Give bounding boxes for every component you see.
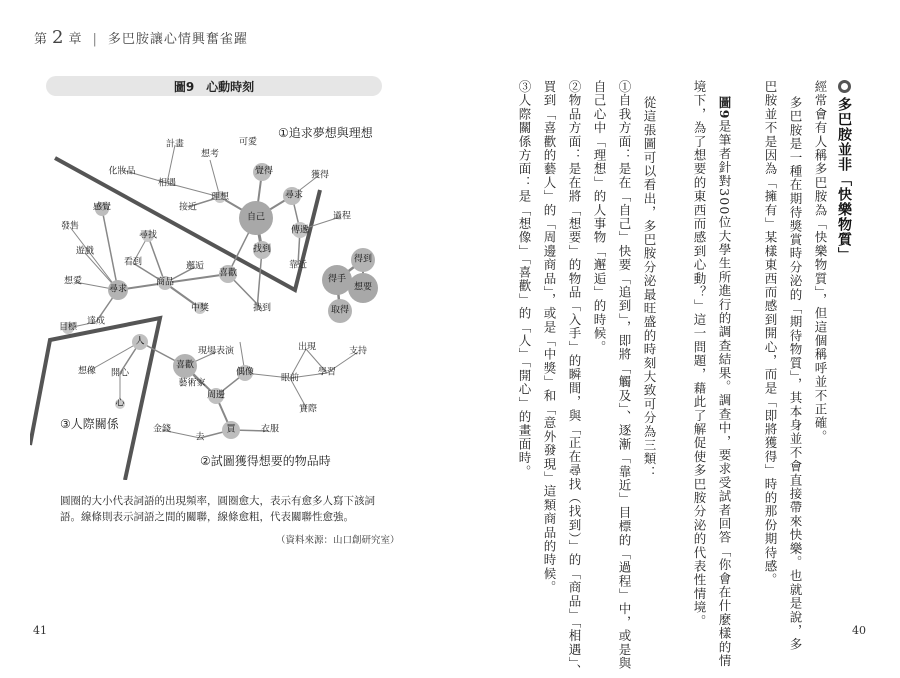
word-mai: 買 (226, 424, 236, 435)
word-huozhuang: 化妝品 (108, 166, 136, 177)
word-xunzhao: 尋找 (138, 230, 158, 241)
word-qude: 取得 (330, 305, 350, 316)
word-network-diagram (30, 100, 400, 480)
chapter-title: 多巴胺讓心情興奮雀躍 (107, 32, 248, 47)
word-dacheng: 達成 (86, 316, 106, 327)
chapter-suffix: 章 (68, 32, 83, 47)
chapter-number: 2 (52, 27, 65, 48)
paragraph-line-4: 圖9是筆者針對300位大學生所進行的調查結果。調查中，要求受試者回答「你會在什麼樣的情 (717, 96, 732, 668)
paragraph-line-2: 多巴胺是一種在期待獎賞時分泌的「期待物質」，其本身並不會直接帶來快樂。也就是說，多 (788, 96, 803, 652)
figure-caption: 圓圈的大小代表詞語的出現頻率，圓圈愈大，表示有愈多人寫下該詞語。線條則表示詞語之間的關聯，線條愈粗，代表關聯性愈強。 (60, 495, 375, 523)
word-yanqian: 眼前 (280, 373, 300, 384)
section-relations-label: ③人際關係 (60, 417, 119, 431)
paragraph-line-1: 經常會有人稱多巴胺為「快樂物質」，但這個稱呼並不正確。 (813, 80, 828, 444)
paragraph-line-7: ①自我方面：是在「自己」快要「追到」，即將「觸及」、逐漸「靠近」目標的「過程」中，或是與 (617, 80, 632, 671)
section-items-label: ②試圖獲得想要的物品時 (200, 454, 331, 468)
word-xiangyu: 相遇 (157, 178, 177, 189)
running-head: 第 2 章 | 多巴胺讓心情興奮雀躍 (34, 27, 248, 48)
word-kaixin: 開心 (110, 368, 130, 379)
word-xianchang: 現場表演 (197, 346, 235, 357)
word-dedao: 得到 (353, 254, 373, 265)
figure-title: 心動時刻 (206, 79, 255, 94)
word-qu: 去 (195, 432, 205, 443)
figure-number: 圖9 (173, 79, 195, 94)
paragraph-line-9: ②物品方面：是在將「想要」的物品「入手」的瞬間，與「正在尋找（找到）」的「商品」「相遇」、 (567, 80, 582, 678)
word-keai: 可愛 (238, 137, 258, 148)
figure-source: （資料來源：山口創研究室） (276, 535, 400, 546)
word-deshou: 得手 (327, 274, 347, 285)
word-xiehou: 邂逅 (185, 261, 205, 272)
word-shiji: 實際 (298, 404, 318, 415)
paragraph-line-3: 巴胺並不是因為「擁有」某樣東西而感到開心，而是「即將獲得」時的那份期待感。 (763, 80, 778, 587)
chapter-prefix: 第 (34, 32, 49, 47)
word-zhaodao2: 找到 (252, 303, 272, 314)
word-kaojin: 靠近 (288, 260, 308, 271)
word-youxi: 遊戲 (75, 246, 95, 257)
word-zhoubian: 周邊 (206, 390, 226, 401)
word-xiangai: 想愛 (63, 276, 83, 287)
word-ziji: 自己 (246, 212, 266, 223)
word-jinqian: 金錢 (152, 424, 172, 435)
word-chuandi: 傳遞 (290, 225, 310, 236)
circle-bullet-icon (838, 80, 851, 93)
paragraph-line-6: 從這張圖可以看出，多巴胺分泌最旺盛的時刻大致可分為三類： (642, 96, 657, 480)
word-xunqiu: 尋求 (108, 284, 128, 295)
word-guocheng: 過程 (332, 211, 352, 222)
word-xihuan: 喜歡 (218, 268, 238, 279)
word-huode: 獲得 (310, 170, 330, 181)
word-xihuan2: 喜歡 (175, 360, 195, 371)
paragraph-line-8: 自己心中「理想」的人事物「邂逅」的時候。 (592, 80, 607, 354)
word-xiangxiang: 想像 (77, 366, 97, 377)
word-juede: 覺得 (254, 166, 274, 177)
word-xiangyao: 想要 (353, 282, 373, 293)
page-number-left: 41 (33, 624, 47, 637)
word-jiejin: 接近 (178, 202, 198, 213)
section-pursuit-label: ①追求夢想與理想 (278, 126, 373, 140)
figure-title-bar (46, 76, 382, 96)
word-xuexi: 學習 (317, 367, 337, 378)
word-zhaodao: 找到 (252, 244, 272, 255)
word-shangpin: 商品 (155, 277, 175, 288)
figure-reference: 圖9 (717, 96, 732, 120)
word-xingjue: 感覺 (92, 202, 112, 213)
word-xunqiu-top: 尋求 (284, 190, 304, 201)
word-jishu: 計畫 (165, 139, 185, 150)
word-chuxian: 出現 (297, 342, 317, 353)
word-ouxiang: 偶像 (235, 367, 255, 378)
section-heading (834, 80, 854, 262)
page-number-right: 40 (852, 624, 866, 637)
word-yifu: 衣服 (260, 424, 280, 435)
paragraph-line-10: 買到「喜歡的藝人」的「周邊商品」，或是「中獎」和「意外發現」這類商品的時候。 (542, 80, 557, 595)
word-ren: 人 (135, 336, 145, 347)
word-xiangzhe: 想考 (200, 149, 220, 160)
paragraph-line-11: ③人際關係方面：是「想像」「喜歡」的「人」「開心」的畫面時。 (517, 80, 532, 479)
word-fashou: 發售 (60, 221, 80, 232)
word-mubiao: 目標 (58, 322, 78, 333)
word-xin: 心 (115, 398, 125, 409)
word-zhichi: 支持 (348, 346, 368, 357)
paragraph-line-5: 境下，為了想要的東西而感到心動？」這一問題，藉此了解促使多巴胺分泌的代表性情境。 (692, 80, 707, 628)
section-heading-text: 多巴胺並非「快樂物質」 (836, 97, 852, 262)
word-kandao: 看到 (123, 257, 143, 268)
word-zhongjiang: 中獎 (190, 303, 210, 314)
word-lixiang: 理想 (210, 192, 230, 203)
word-yishujia: 藝術家 (178, 378, 206, 389)
